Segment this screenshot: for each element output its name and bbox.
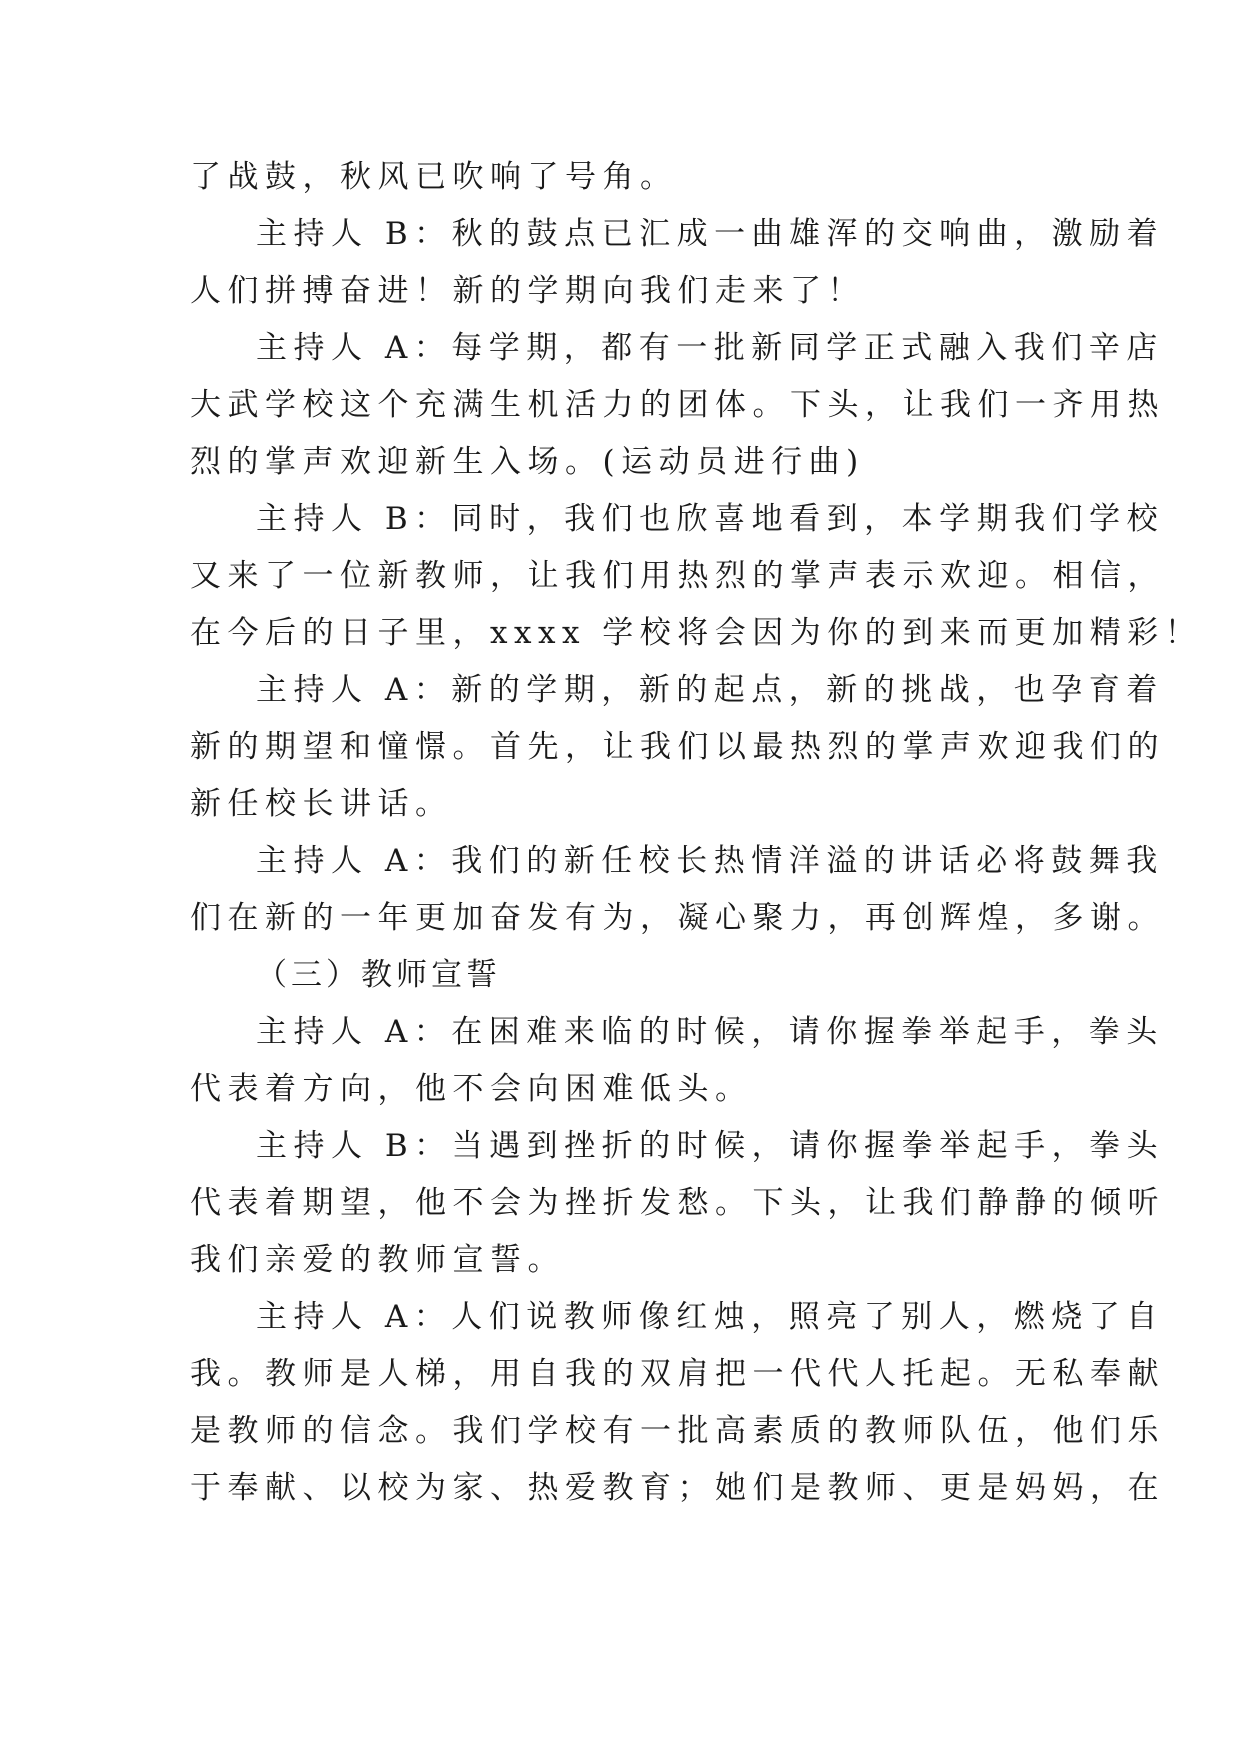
text-line: 大武学校这个充满生机活力的团体。下头，让我们一齐用热 — [190, 387, 1165, 423]
text-line: 主持人 A：每学期，都有一批新同学正式融入我们辛店 — [256, 330, 1164, 366]
text-line: 主持人 A：人们说教师像红烛，照亮了别人，燃烧了自 — [256, 1299, 1164, 1335]
text-line: 代表着方向，他不会向困难低头。 — [190, 1071, 753, 1107]
text-line: 又来了一位新教师，让我们用热烈的掌声表示欢迎。相信， — [190, 558, 1165, 594]
text-line: 于奉献、以校为家、热爱教育；她们是教师、更是妈妈，在 — [190, 1470, 1165, 1506]
text-line: 烈的掌声欢迎新生入场。(运动员进行曲) — [190, 444, 865, 480]
text-line: 主持人 B：秋的鼓点已汇成一曲雄浑的交响曲，激励着 — [256, 216, 1165, 252]
text-line: 我们亲爱的教师宣誓。 — [190, 1242, 565, 1278]
text-line: 主持人 B：同时，我们也欣喜地看到，本学期我们学校 — [256, 501, 1165, 537]
text-line: 新任校长讲话。 — [190, 786, 453, 822]
text-line: 主持人 A：在困难来临的时候，请你握拳举起手，拳头 — [256, 1014, 1164, 1050]
text-line: 了战鼓，秋风已吹响了号角。 — [190, 159, 678, 195]
text-line: 主持人 A：我们的新任校长热情洋溢的讲话必将鼓舞我 — [256, 843, 1164, 879]
text-line: 是教师的信念。我们学校有一批高素质的教师队伍，他们乐 — [190, 1413, 1165, 1449]
text-line: 代表着期望，他不会为挫折发愁。下头，让我们静静的倾听 — [190, 1185, 1165, 1221]
text-line: 主持人 A：新的学期，新的起点，新的挑战，也孕育着 — [256, 672, 1164, 708]
section-heading: （三）教师宣誓 — [256, 957, 501, 993]
text-line: 在今后的日子里，xxxx 学校将会因为你的到来而更加精彩！ — [190, 615, 1203, 651]
text-line: 主持人 B：当遇到挫折的时候，请你握拳举起手，拳头 — [256, 1128, 1165, 1164]
text-line: 人们拼搏奋进！新的学期向我们走来了！ — [190, 273, 865, 309]
text-line: 新的期望和憧憬。首先，让我们以最热烈的掌声欢迎我们的 — [190, 729, 1165, 765]
text-line: 们在新的一年更加奋发有为，凝心聚力，再创辉煌，多谢。 — [190, 900, 1165, 936]
text-line: 我。教师是人梯，用自我的双肩把一代代人托起。无私奉献 — [190, 1356, 1165, 1392]
